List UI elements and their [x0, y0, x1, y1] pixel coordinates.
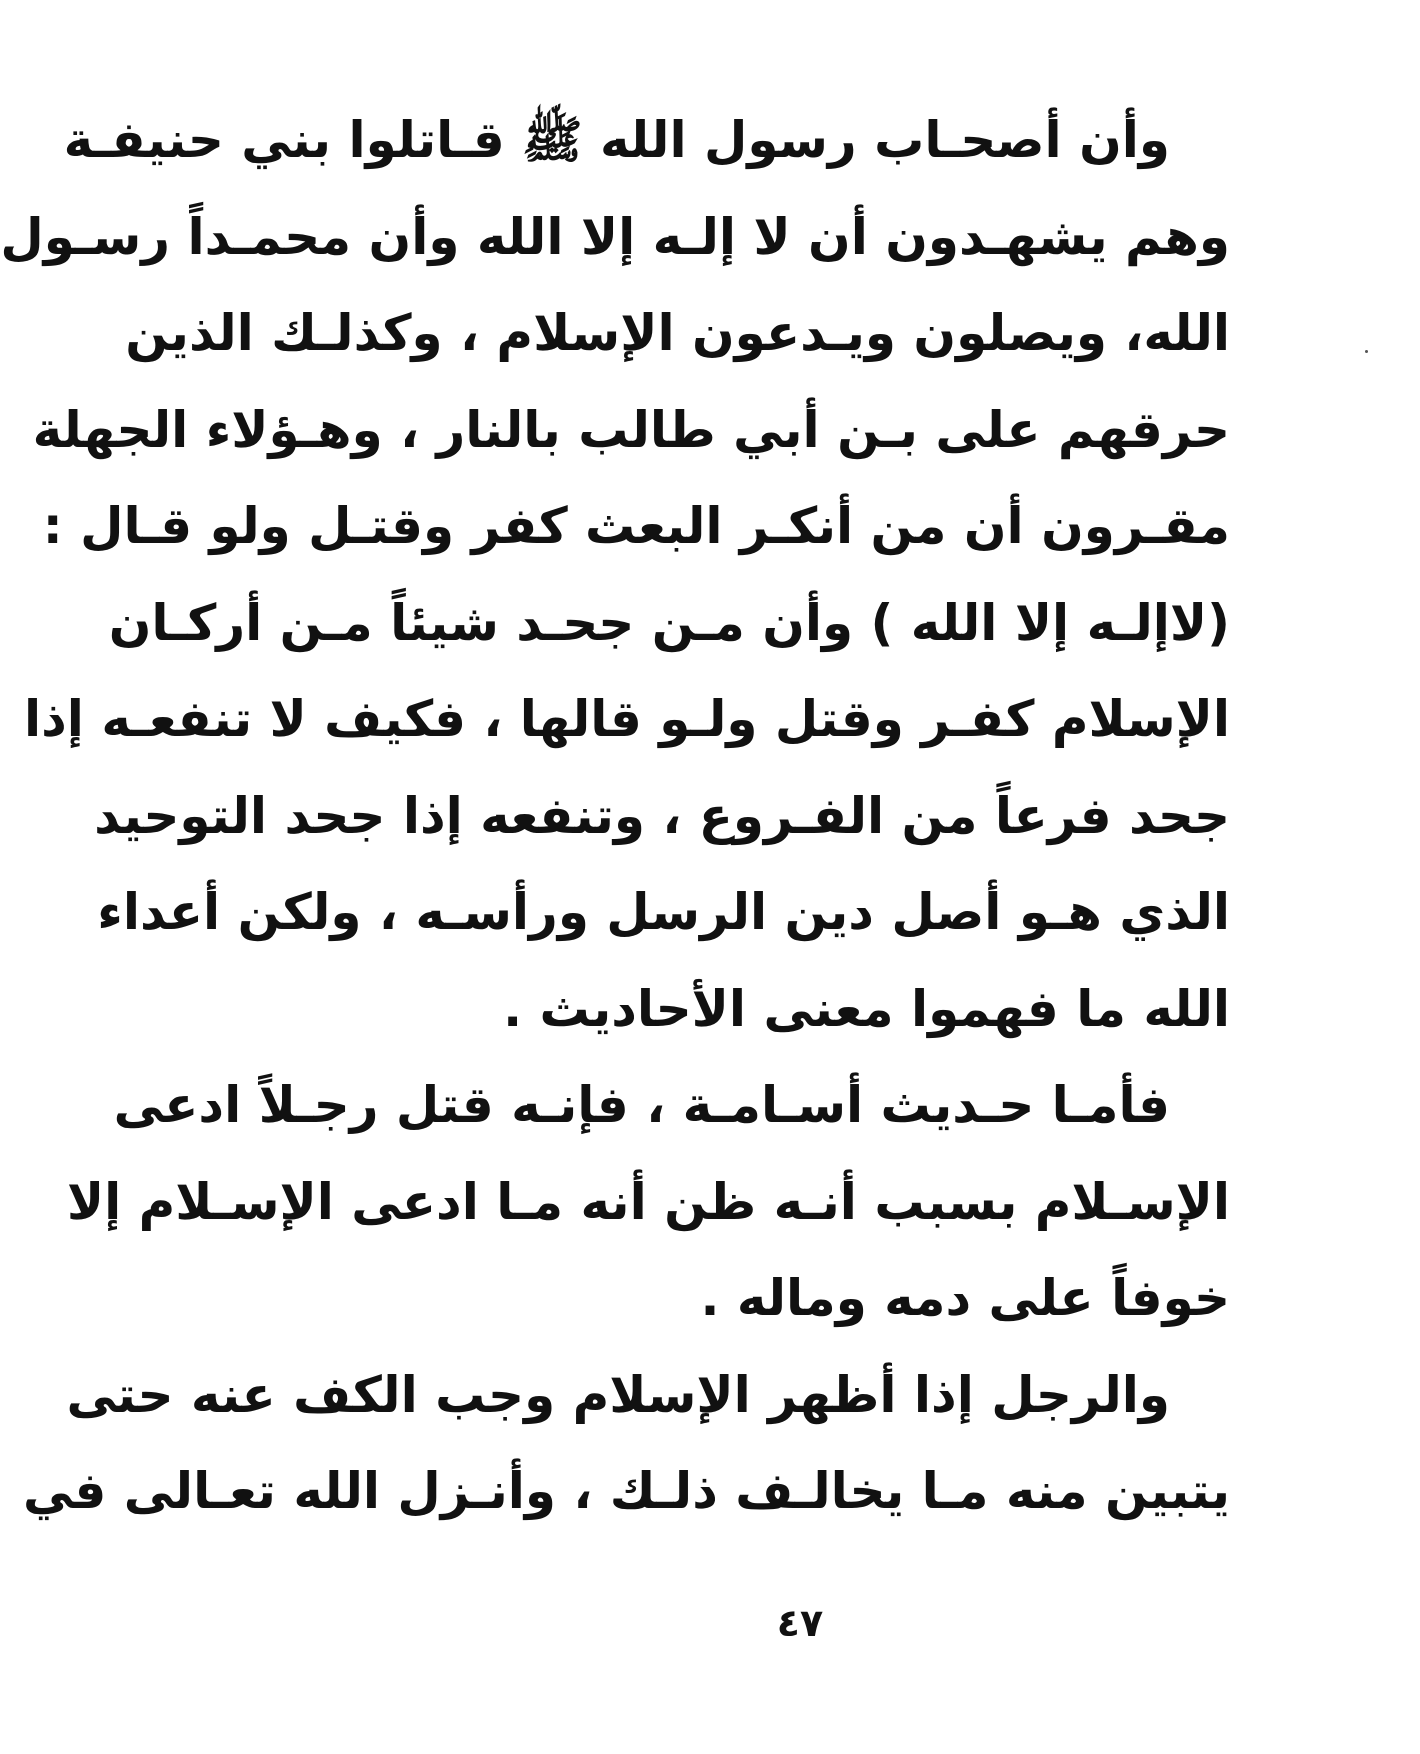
- text-line: الإسلام كفـر وقتل ولـو قالها ، فكيف لا تنفعـه إذا: [23, 690, 1230, 748]
- page-number: ٤٧: [776, 1601, 824, 1645]
- text-line: الله ما فهموا معنى الأحاديث .: [503, 979, 1230, 1038]
- text-line: الإسـلام بسبب أنـه ظن أنه مـا ادعى الإسـلام إلا: [66, 1172, 1230, 1231]
- text-line: حرقهم على بـن أبي طالب بالنار ، وهـؤلاء الجهلة: [32, 400, 1230, 459]
- text-line: فأمـا حـديث أسـامـة ، فإنـه قتل رجـلاً ادعى: [113, 1076, 1170, 1134]
- text-line: (لاإلـه إلا الله ) وأن مـن جحـد شيئاً مـن أركـان: [108, 593, 1230, 652]
- text-line: جحد فرعاً من الفـروع ، وتنفعه إذا جحد التوحيد: [94, 786, 1230, 845]
- body-text: [0, 92, 1230, 1540]
- text-line: مقـرون أن من أنكـر البعث كفر وقتـل ولو قـال :: [42, 497, 1230, 555]
- text-line: يتبين منه مـا يخالـف ذلـك ، وأنـزل الله تعـالى في: [22, 1462, 1230, 1520]
- text-line: والرجل إذا أظهر الإسلام وجب الكف عنه حتى: [66, 1365, 1170, 1424]
- text-line: وأن أصحـاب رسول الله ﷺ قـاتلوا بني حنيفـة: [63, 111, 1170, 169]
- text-line: وهم يشهـدون أن لا إلـه إلا الله وأن محمـداً رسـول: [0, 207, 1230, 266]
- text-line: خوفاً على دمه وماله .: [700, 1269, 1230, 1327]
- scan-speck: [1365, 350, 1368, 353]
- text-line: الذي هـو أصل دين الرسل ورأسـه ، ولكن أعداء: [97, 883, 1230, 941]
- text-line: الله، ويصلون ويـدعون الإسلام ، وكذلـك الذين: [125, 304, 1230, 362]
